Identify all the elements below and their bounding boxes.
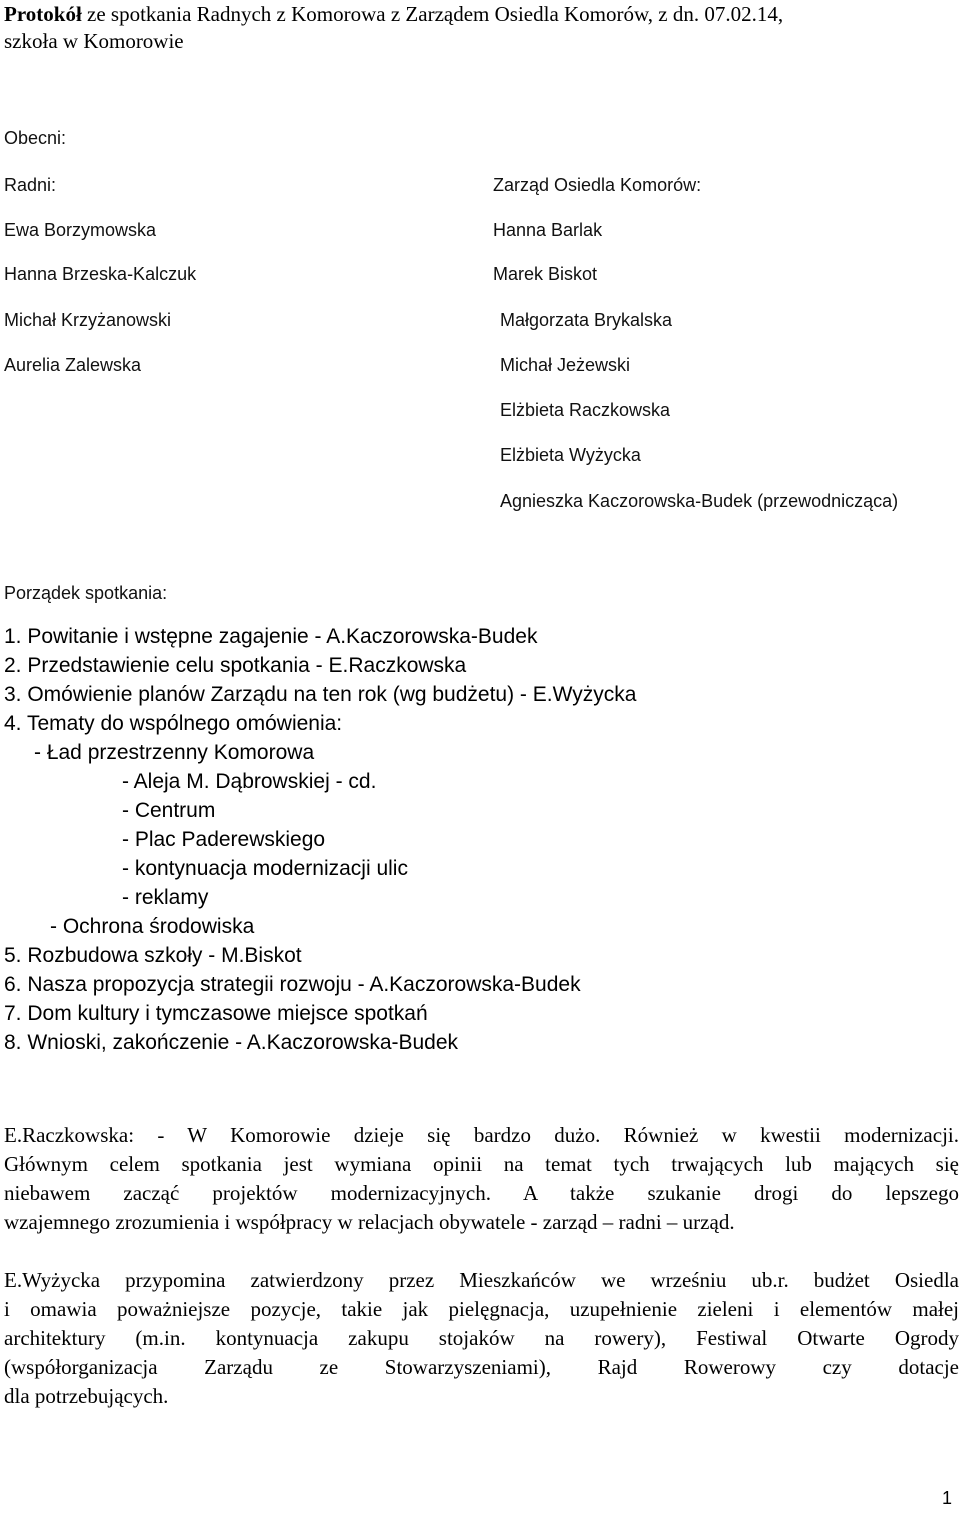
agenda-subitem: - Ład przestrzenny Komorowa [34,741,315,764]
agenda-list [4,622,636,1057]
paragraph-line: architektury (m.in. kontynuacja zakupu stojaków na rowery), Festiwal Otwarte Ogrody [4,1326,959,1350]
board-member-name: Michał Jeżewski [500,355,631,375]
title-bold-word: Protokół [4,2,82,26]
councillor-name: Michał Krzyżanowski [4,310,172,330]
paragraph-line: E.Raczkowska: - W Komorowie dzieje się bardzo dużo. Również w kwestii modernizacji. [4,1123,959,1147]
board-member-name: Hanna Barlak [493,220,603,240]
councillor-name: Ewa Borzymowska [4,220,157,240]
councillor-name: Hanna Brzeska-Kalczuk [4,264,197,284]
board-member-name: Elżbieta Wyżycka [500,445,641,465]
title-line-2: szkoła w Komorowie [4,29,184,53]
agenda-subsubitem: - Centrum [122,799,216,822]
agenda-subsubitem: - Plac Paderewskiego [122,828,326,851]
agenda-item: 7. Dom kultury i tymczasowe miejsce spotkań [4,1002,428,1025]
board-label: Zarząd Osiedla Komorów: [493,175,702,195]
agenda-item: 2. Przedstawienie celu spotkania - E.Raczkowska [4,654,467,677]
agenda-item: 8. Wnioski, zakończenie - A.Kaczorowska-Budek [4,1031,459,1054]
agenda-item: 6. Nasza propozycja strategii rozwoju - A.Kaczorowska-Budek [4,973,581,996]
board-member-name: Marek Biskot [493,264,598,284]
board-member-name: Małgorzata Brykalska [500,310,673,330]
page-number: 1 [941,1488,952,1508]
agenda-subsubitem: - reklamy [122,886,209,909]
paragraph-line: E.Wyżycka przypomina zatwierdzony przez Mieszkańców we wrześniu ub.r. budżet Osiedla [4,1268,959,1292]
paragraph-line: wzajemnego zrozumienia i współpracy w relacjach obywatele - zarząd – radni – urząd. [4,1210,735,1234]
agenda-label: Porządek spotkania: [4,583,168,603]
board-member-name: Agnieszka Kaczorowska-Budek (przewodnicząca) [500,491,899,511]
agenda-subitem: - Ochrona środowiska [50,915,255,938]
paragraph-line: (współorganizacja Zarządu ze Stowarzyszeniami), Rajd Rowerowy czy dotacje [4,1355,959,1379]
document-title [4,1,954,55]
paragraph-line: Głównym celem spotkania jest wymiana opinii na temat tych trwających lub mających się [4,1152,959,1176]
paragraph-wyzycka [4,1266,959,1411]
paragraph-raczkowska [4,1121,959,1237]
title-text: ze spotkania Radnych z Komorowa z Zarządem Osiedla Komorów, z dn. 07.02.14, [81,2,784,26]
agenda-subsubitem: - kontynuacja modernizacji ulic [122,857,408,880]
paragraph-line: i omawia poważniejsze pozycje, takie jak pielęgnacja, uzupełnienie zieleni i elementów małej [4,1297,959,1321]
agenda-item: 1. Powitanie i wstępne zagajenie - A.Kaczorowska-Budek [4,625,538,648]
agenda-subsubitem: - Aleja M. Dąbrowskiej - cd. [122,770,377,793]
councillors-label: Radni: [4,175,57,195]
agenda-item: 3. Omówienie planów Zarządu na ten rok (wg budżetu) - E.Wyżycka [4,683,637,706]
paragraph-line: dla potrzebujących. [4,1384,169,1408]
councillor-name: Aurelia Zalewska [4,355,142,375]
paragraph-line: niebawem zacząć projektów modernizacyjnych. A także szukanie drogi do lepszego [4,1181,959,1205]
board-member-name: Elżbieta Raczkowska [500,400,671,420]
present-label: Obecni: [4,128,67,148]
agenda-item: 5. Rozbudowa szkoły - M.Biskot [4,944,302,967]
agenda-item: 4. Tematy do wspólnego omówienia: [4,712,343,735]
